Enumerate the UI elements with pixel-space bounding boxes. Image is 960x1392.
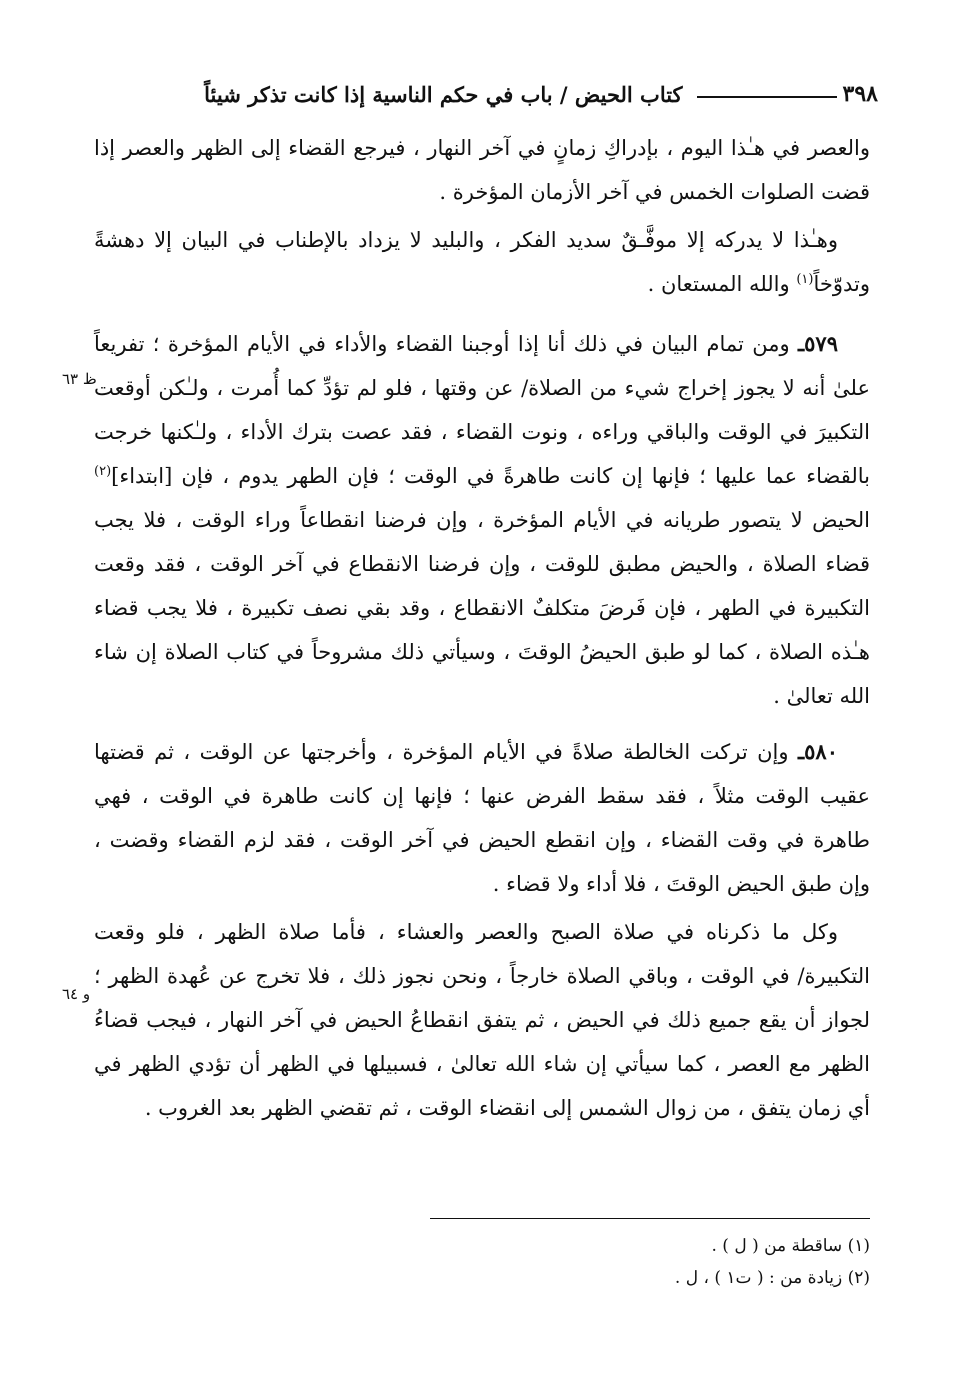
main-text bbox=[94, 126, 870, 1130]
paragraph-text: وكل ما ذكرناه في صلاة الصبح والعصر والعشاء ، فأما صلاة الظهر ، فلو وقعت التكبيرة/ في الوقت ، وباقي الصلاة خارجاً ، ونحن نجوز ذلك ، فلا تخرج عن عُهدة الظهر ؛ لجواز أن يقع جميع ذلك في الحيض ، ثم يتفق انقطاعُ الحيض في آخر النهار ، فيجب قضاءُ الظهر مع العصر ، كما سيأتي إن شاء الله تعالىٰ ، فسبيلها في الظهر أن تؤدي الظهر في أي زمان يتفق ، من زوال الشمس إلى انقضاء الوقت ، ثم تقضي الظهر بعد الغروب . bbox=[94, 920, 870, 1120]
paragraph-text: والله المستعان . bbox=[647, 272, 797, 296]
paragraph-5 bbox=[94, 910, 870, 1130]
paragraph-text: وإن تركت الخالطة صلاةً في الأيام المؤخرة ، وأخرجتها عن الوقت ، ثم قضتها عقيب الوقت مثلاً ، فقد سقط الفرض عنها ؛ فإنها إن كانت طاهرة في الوقت ، فهي طاهرة في وقت القضاء ، وإن انقطع الحيض في آخر الوقت ، فقد لزم القضاء وقضت ، وإن طبق الحيض الوقتَ ، فلا أداء ولا قضاء . bbox=[94, 740, 870, 896]
running-header bbox=[86, 74, 878, 114]
header-rule bbox=[697, 96, 837, 98]
section-number-579: ٥٧٩ـ bbox=[798, 331, 838, 356]
paragraph-1 bbox=[94, 126, 870, 214]
footnote-text: ساقطة من ( ل ) . bbox=[711, 1236, 843, 1256]
paragraph-text: وهـٰذا لا يدركه إلا موفَّـقٌ سديد الفكر ، والبليد لا يزداد بالإطناب في البيان إلا دهشةً وتدوّخاً bbox=[94, 228, 870, 296]
paragraph-text: والعصر في هـٰذا اليوم ، بإدراكِ زمانٍ في آخر النهار ، فيرجع القضاء إلى الظهر والعصر إذا قضت الصلوات الخمس في آخر الأزمان المؤخرة . bbox=[94, 136, 870, 204]
footnote-separator bbox=[430, 1218, 870, 1219]
paragraph-580 bbox=[94, 730, 870, 906]
paragraph-2 bbox=[94, 218, 870, 306]
paragraph-579 bbox=[94, 322, 870, 718]
footnotes bbox=[270, 1230, 870, 1294]
section-number-580: ٥٨٠ـ bbox=[798, 739, 838, 764]
margin-note-folio-63: ظ ٦٣ bbox=[62, 370, 97, 388]
footnote-number: (٢) bbox=[847, 1268, 870, 1288]
footnote-number: (١) bbox=[847, 1236, 870, 1256]
footnote-ref-2[interactable]: (٢) bbox=[94, 464, 112, 479]
footnote-ref-1[interactable]: (١) bbox=[796, 272, 814, 287]
page-number: ٣٩٨ bbox=[842, 81, 878, 107]
paragraph-text: ومن تمام البيان في ذلك أنا إذا أوجبنا القضاء والأداء في الأيام المؤخرة ؛ تفريعاً علىٰ أنه لا يجوز إخراج شيء من الصلاة/ عن وقتها ، فلو لم تؤدِّ كما أُمرت ، ولـٰكن أوقعت التكبيرَ في الوقت والباقي وراءه ، ونوت القضاء ، فقد عصت بترك الأداء ، ولـٰكنها خرجت بالقضاء عما عليها ؛ فإنها إن كانت طاهرةً في الوقت ؛ فإن الطهر يدوم ، فإن [ابتداء] bbox=[94, 332, 870, 488]
footnote-text: زيادة من : ( ت١ ) ، ل . bbox=[674, 1268, 843, 1288]
paragraph-text: الحيض لا يتصور طريانه في الأيام المؤخرة ، وإن فرضنا انقطاعاً وراء الوقت ، فلا يجب قضاء الصلاة ، والحيض مطبق للوقت ، وإن فرضنا الانقطاع في آخر الوقت ، فقد وقعت التكبيرة في الطهر ، فإن فَرضَ متكلفٌ الانقطاع ، وقد بقي نصف تكبيرة ، فلا يجب قضاء هـٰذه الصلاة ، كما لو طبق الحيضُ الوقتَ ، وسيأتي ذلك مشروحاً في كتاب الصلاة إن شاء الله تعالىٰ . bbox=[94, 508, 870, 708]
header-title: كتاب الحيض / باب في حكم الناسية إذا كانت تذكر شيئاً bbox=[204, 81, 683, 107]
footnote-2 bbox=[270, 1262, 870, 1294]
footnote-1 bbox=[270, 1230, 870, 1262]
margin-note-folio-64: و ٦٤ bbox=[62, 985, 91, 1003]
